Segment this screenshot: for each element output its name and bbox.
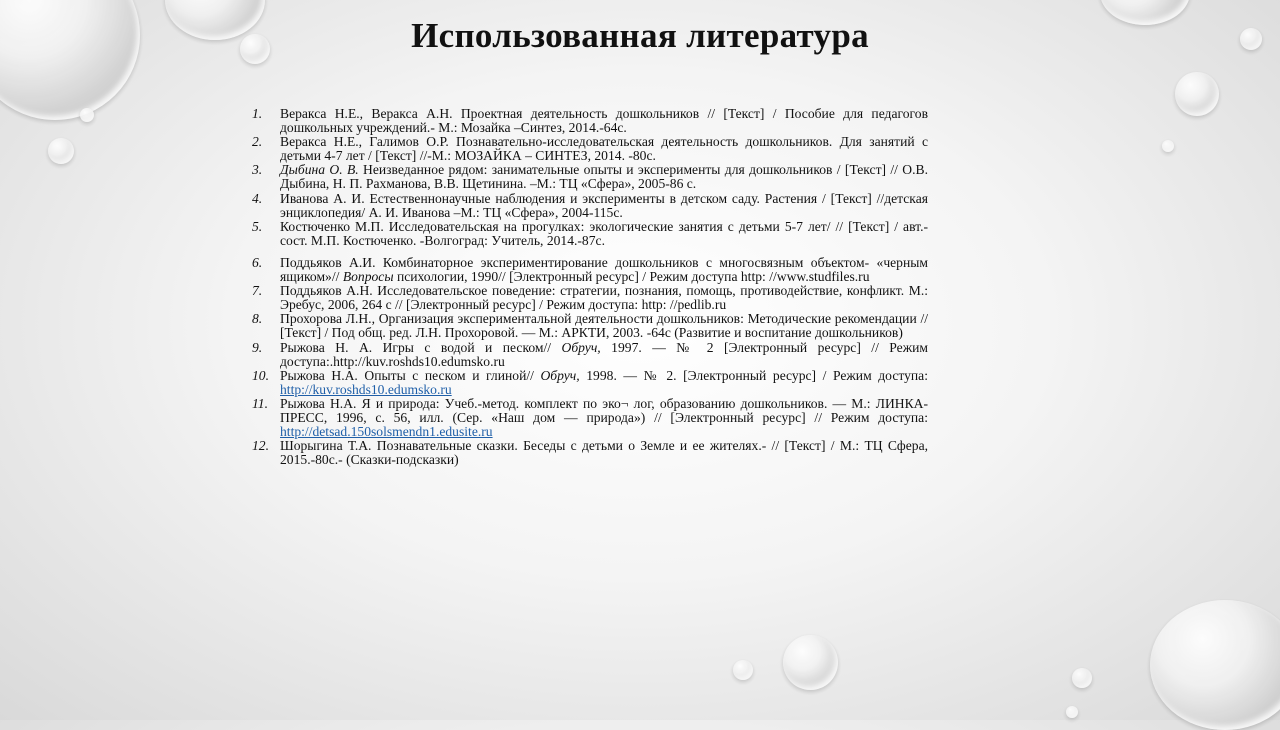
list-item-text: Прохорова Л.Н., Организация экспериментальной деятельности дошкольников: Методические рекомендации // [Текст] / Под общ. ред. Л.Н. Прохоровой. — М.: АРКТИ, 2003. -64с (Развитие и воспитание дошкольников) bbox=[280, 311, 928, 341]
list-item-text: Костюченко М.П. Исследовательская на прогулках: экологические занятия с детьми 5-7 лет/ // [Текст] / авт.-сост. М.П. Костюченко. -Волгоград: Учитель, 2014.-87с. bbox=[280, 218, 928, 248]
list-item bbox=[252, 192, 928, 220]
list-item-text: Шорыгина Т.А. Познавательные сказки. Беседы с детьми о Земле и ее жителях.- // [Текст] / М.: ТЦ Сфера, 2015.-80с.- (Сказки-подсказки) bbox=[280, 438, 928, 468]
list-item bbox=[252, 107, 928, 135]
list-item-text-part: Рыжова Н. А. Игры с водой и песком// bbox=[280, 339, 562, 355]
water-drop-decoration bbox=[733, 660, 753, 680]
water-drop-decoration bbox=[783, 635, 838, 690]
water-drop-decoration bbox=[1150, 600, 1280, 730]
list-item bbox=[252, 256, 928, 284]
list-item-text bbox=[280, 163, 928, 191]
list-item bbox=[252, 135, 928, 163]
list-item bbox=[252, 369, 928, 397]
water-drop-decoration bbox=[1162, 140, 1174, 152]
list-item-text: Иванова А. И. Естественнонаучные наблюдения и эксперименты в детском саду. Растения / [Текст] //детская энциклопедия/ А. И. Иванова –М.: ТЦ «Сфера», 2004-115с. bbox=[280, 190, 928, 220]
list-item-text-part: 1997. — № 2 [Электронный ресурс] // Режим доступа:.http://kuv.roshds10.edumsko.ru bbox=[280, 339, 928, 369]
list-item-text-part: психологии, 1990// [Электронный ресурс] / Режим доступа http: //www.studfiles.ru bbox=[393, 269, 870, 285]
list-item-number: 12. bbox=[252, 438, 269, 454]
list-item-text: Поддьяков А.Н. Исследовательское поведение: стратегии, познания, помощь, противодействие, конфликт. М.: Эребус, 2006, 264 с // [Электронный ресурс] / Режим доступа: http: //pedlib.ru bbox=[280, 283, 928, 313]
list-item-text bbox=[280, 256, 928, 284]
list-item-journal: Вопросы bbox=[342, 269, 394, 285]
list-item-author: Дыбина О. В. bbox=[280, 162, 359, 178]
list-item bbox=[252, 284, 928, 312]
list-item-text bbox=[280, 397, 928, 439]
list-item bbox=[252, 163, 928, 191]
list-item bbox=[252, 312, 928, 340]
water-drop-decoration bbox=[48, 138, 74, 164]
list-item-number: 8. bbox=[252, 311, 263, 327]
list-item-number: 1. bbox=[252, 106, 263, 121]
list-item-number: 6. bbox=[252, 254, 263, 270]
list-item-text bbox=[280, 369, 928, 397]
water-drop-decoration bbox=[80, 108, 94, 122]
page-title: Использованная литература bbox=[411, 16, 869, 55]
reference-link[interactable]: http://detsad.150solsmendn1.edusite.ru bbox=[280, 424, 493, 440]
list-item-number: 11. bbox=[252, 395, 268, 411]
list-item-number: 9. bbox=[252, 339, 263, 355]
list-item bbox=[252, 341, 928, 369]
list-item-number: 2. bbox=[252, 134, 263, 150]
list-item-text-part: Рыжова Н.А. Опыты с песком и глиной// bbox=[280, 367, 541, 383]
list-item bbox=[252, 220, 928, 248]
list-item-number: 5. bbox=[252, 218, 263, 234]
list-item-journal: Обруч, bbox=[561, 339, 601, 355]
list-item-number: 3. bbox=[252, 162, 263, 178]
water-drop-decoration bbox=[1066, 706, 1078, 718]
reference-list bbox=[252, 107, 928, 467]
list-item-text: Веракса Н.Е., Галимов О.Р. Познавательно-исследовательская деятельность дошкольников. Для занятий с детьми 4-7 лет / [Текст] //-М.: МОЗАЙКА – СИНТЕЗ, 2014. -80с. bbox=[280, 134, 928, 164]
reference-link[interactable]: http://kuv.roshds10.edumsko.ru bbox=[280, 381, 452, 397]
list-item-number: 4. bbox=[252, 190, 263, 206]
list-item-text-part: Поддьяков А.И. Комбинаторное экспериментирование дошкольников с многосвязным объектом- «черным ящиком»// bbox=[280, 254, 928, 285]
list-item-text-part: 1998. — № 2. [Электронный ресурс] / Режим доступа: bbox=[579, 367, 928, 383]
list-item-text: Веракса Н.Е., Веракса А.Н. Проектная деятельность дошкольников // [Текст] / Пособие для педагогов дошкольных учреждений.- М.: Мозайка –Синтез, 2014.-64с. bbox=[280, 106, 928, 136]
list-item-text bbox=[280, 341, 928, 369]
water-drop-decoration bbox=[1175, 72, 1219, 116]
list-item-number: 7. bbox=[252, 283, 263, 299]
list-item-text-rest: Неизведанное рядом: занимательные опыты и эксперименты для дошкольников / [Текст] // О.В. Дыбина, Н. П. Рахманова, В.В. Щетинина. –М.: ТЦ «Сфера», 2005-86 с. bbox=[280, 162, 928, 192]
water-drop-decoration bbox=[1072, 668, 1092, 688]
list-item bbox=[252, 397, 928, 439]
list-item-number: 10. bbox=[252, 367, 269, 383]
list-item-text-part: Рыжова Н.А. Я и природа: Учеб.-метод. комплект по эко¬ лог, образованию дошкольников. — М.: ЛИНКА-ПРЕСС, 1996, с. 56, илл. (Сер. «Наш дом — природа») // [Электронный ресурс] // Режим доступа: bbox=[280, 395, 928, 425]
list-item bbox=[252, 439, 928, 467]
list-item-journal: Обруч, bbox=[540, 367, 580, 383]
